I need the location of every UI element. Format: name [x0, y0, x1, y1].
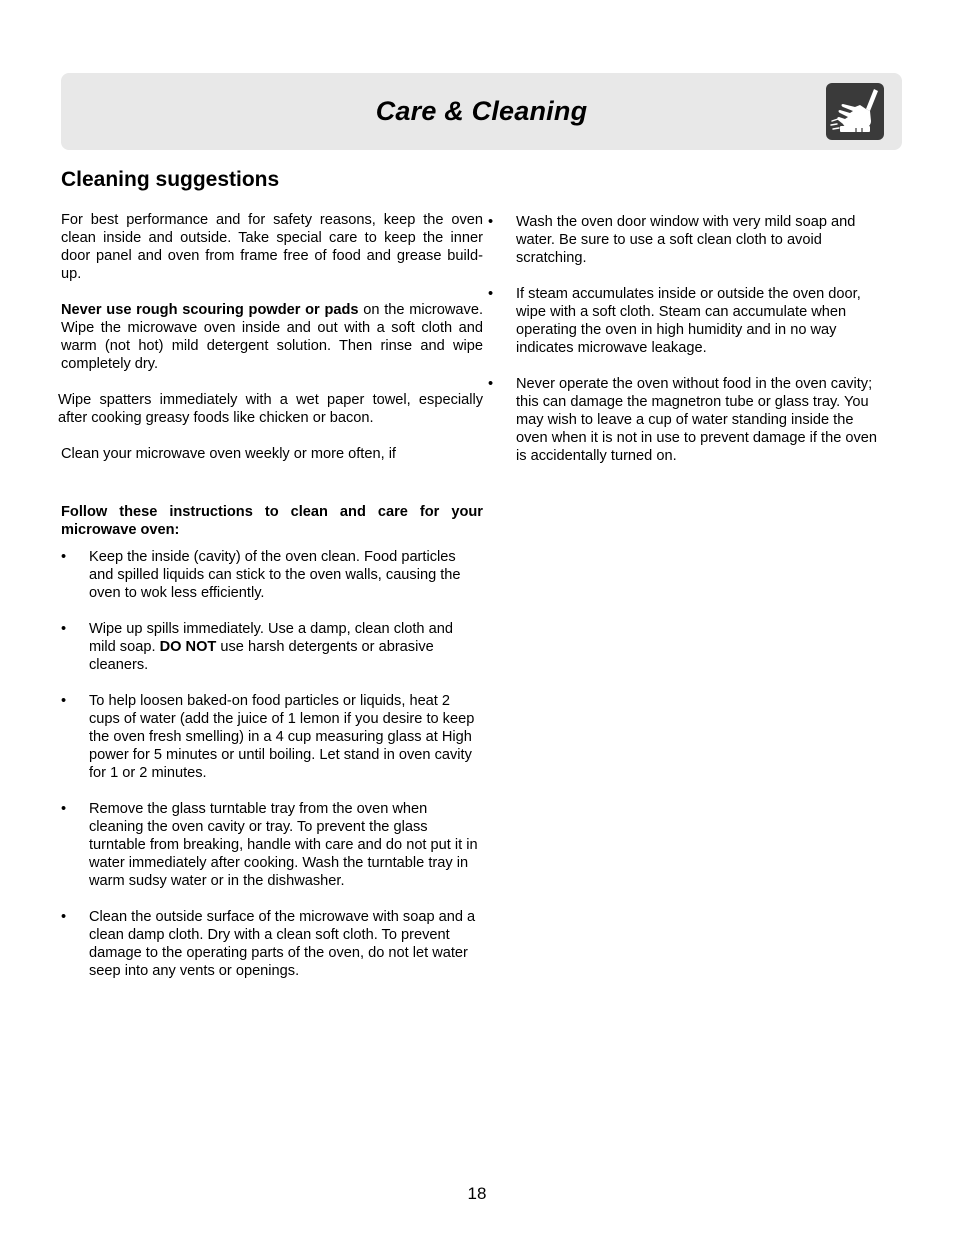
additional-care-list: [488, 213, 888, 465]
bullet-icon: •: [488, 376, 494, 392]
page-title: Care & Cleaning: [375, 96, 588, 126]
instructions-heading: Follow these instructions to clean and care for your microwave oven:: [61, 504, 483, 538]
intro-paragraph: For best performance and for safety reasons, keep the oven clean inside and outside. Take special care to keep the inner door panel and oven from frame free of food and grease build-up.: [61, 212, 483, 282]
bullet-icon: •: [488, 286, 494, 302]
bullet-icon: •: [61, 549, 67, 565]
bullet-icon: •: [61, 909, 67, 925]
do-not-warning: DO NOT: [159, 639, 217, 655]
list-item: • Keep the inside (cavity) of the oven clean. Food particles and spilled liquids can stick to the oven walls, causing the oven to wok less efficiently.: [61, 549, 461, 601]
right-column: [488, 213, 888, 465]
list-item: • Clean the outside surface of the microwave with soap and a clean damp cloth. Dry with a clean soft cloth. To prevent damage to the operating parts of the oven, do not let water seep into any vents or openings.: [61, 909, 476, 979]
rough-scouring-paragraph: [61, 301, 483, 373]
header-band: [61, 73, 902, 150]
weekly-paragraph: Clean your microwave oven weekly or more often, if: [61, 446, 396, 462]
left-column: [58, 211, 483, 980]
list-item: • Wipe up spills immediately. Use a damp, clean cloth and mild soap. DO NOT use harsh detergents or abrasive cleaners.: [61, 621, 453, 673]
rough-scouring-text: on the microwave. Wipe the microwave oven inside and out with a soft cloth and warm (not hot) mild detergent solution. Then rinse and wipe completely dry.: [61, 302, 483, 372]
list-item: • Remove the glass turntable tray from the oven when cleaning the oven cavity or tray. To prevent the glass turntable from breaking, handle with care and do not put it in water immediately after cooking. Wash the turntable tray in warm sudsy water or in the dishwasher.: [61, 801, 478, 889]
section-title: Cleaning suggestions: [61, 168, 280, 191]
bullet-icon: •: [61, 801, 67, 817]
list-item: • To help loosen baked-on food particles or liquids, heat 2 cups of water (add the juice of 1 lemon if you desire to keep the oven fresh smelling) in a 4 cup measuring glass at High power for 5 minutes or until boiling. Let stand in oven cavity for 1 or 2 minutes.: [61, 693, 475, 781]
bullet-icon: •: [488, 214, 494, 230]
list-item: • If steam accumulates inside or outside the oven door, wipe with a soft cloth. Steam can accumulate when operating the oven in high humidity and in no way indicates microwave leakage.: [488, 286, 861, 356]
care-instructions-list: [61, 548, 483, 980]
page-number: 18: [467, 1184, 487, 1203]
list-item: • Never operate the oven without food in the oven cavity; this can damage the magnetron tube or glass tray. You may wish to leave a cup of water standing inside the oven when it is not in use to prevent damage if the oven is accidentally turned on.: [488, 376, 878, 464]
list-item: • Wash the oven door window with very mild soap and water. Be sure to use a soft clean cloth to avoid scratching.: [488, 214, 856, 266]
rough-scouring-warning: Never use rough scouring powder or pads: [61, 302, 359, 318]
cleaning-hand-icon: [826, 83, 884, 140]
bullet-icon: •: [61, 693, 67, 709]
spatters-paragraph: Wipe spatters immediately with a wet paper towel, especially after cooking greasy foods like chicken or bacon.: [58, 392, 483, 426]
bullet-icon: •: [61, 621, 67, 637]
